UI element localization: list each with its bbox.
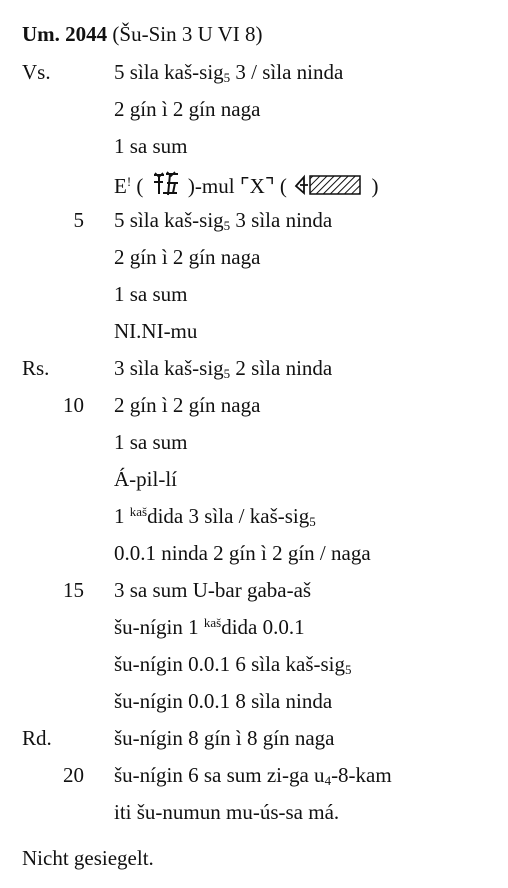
text-line (0, 208, 508, 244)
line-number: 20 (63, 763, 84, 787)
line-text: 2 gín ì 2 gín naga (114, 97, 261, 121)
text-line (0, 319, 508, 355)
tablet-id: Um. 2044 (22, 22, 108, 46)
line-text: NI.NI-mu (114, 319, 198, 343)
text-line (0, 245, 508, 281)
line-number: 5 (73, 208, 84, 232)
line-text: 1 sa sum (114, 430, 188, 454)
text-line (0, 763, 508, 799)
text-line (0, 578, 508, 614)
text-line (0, 800, 508, 836)
side-label: Rs. (22, 356, 50, 380)
line-text: šu-nígin 0.0.1 8 sìla ninda (114, 689, 333, 713)
line-text: šu-nígin 1 $^{kaš}$dida 0.0.1 (114, 615, 305, 639)
line-text: šu-nígin 8 gín ì 8 gín naga (114, 726, 335, 750)
line-text: 1 $^{kaš}$dida 3 sìla / kaš-sig$_5$ (114, 504, 316, 529)
line-text: Á-pil-lí (114, 467, 177, 491)
text-line (0, 541, 508, 577)
side-label: Vs. (22, 60, 51, 84)
line-text: 3 sa sum U-bar gaba-aš (114, 578, 312, 602)
line-number: 10 (63, 393, 84, 417)
line-text: E! ( )-mul ⌜X⌝ ( ) (114, 171, 378, 199)
text-line (0, 504, 508, 540)
tablet-date: (Šu-Sin 3 U VI 8) (112, 22, 263, 46)
line-text: šu-nígin 0.0.1 6 sìla kaš-sig$_5$ (114, 652, 352, 677)
line-text: 3 sìla kaš-sig$_5$ 2 sìla ninda (114, 356, 333, 381)
line-text: 1 sa sum (114, 134, 188, 158)
text-line (0, 726, 508, 762)
text-line (0, 393, 508, 429)
text-line (0, 356, 508, 392)
line-text: 1 sa sum (114, 282, 188, 306)
tablet-title (22, 22, 263, 47)
text-line (0, 171, 508, 207)
text-line (0, 97, 508, 133)
text-line (0, 430, 508, 466)
cuneiform-sign-icon (151, 171, 181, 197)
line-text: 2 gín ì 2 gín naga (114, 393, 261, 417)
text-line (0, 689, 508, 725)
text-line (0, 134, 508, 170)
line-text: iti šu-numun mu-ús-sa má. (114, 800, 340, 824)
broken-sign-icon (294, 173, 364, 197)
text-line (0, 60, 508, 96)
text-line (0, 652, 508, 688)
text-line (0, 615, 508, 651)
line-number: 15 (63, 578, 84, 602)
seal-note: Nicht gesiegelt. (22, 846, 154, 870)
line-text: 2 gín ì 2 gín naga (114, 245, 261, 269)
side-label: Rd. (22, 726, 52, 750)
line-text: 5 sìla kaš-sig$_5$ 3 sìla ninda (114, 208, 333, 233)
line-text: šu-nígin 6 sa sum zi-ga $u_4-8$-kam (114, 763, 392, 788)
text-line (0, 467, 508, 503)
text-line (0, 282, 508, 318)
line-text: 5 sìla kaš-sig$_5$ 3 / sìla ninda (114, 60, 344, 85)
line-text: 0.0.1 ninda 2 gín ì 2 gín / naga (114, 541, 371, 565)
